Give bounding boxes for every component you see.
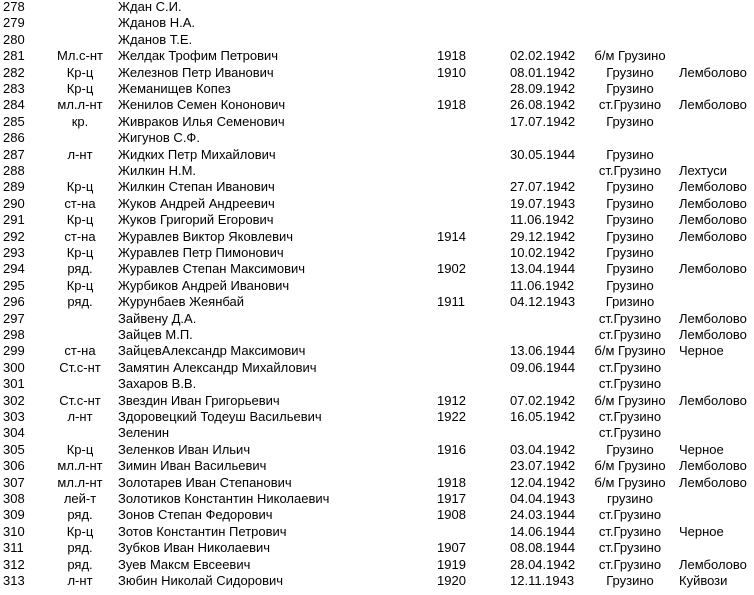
table-row <box>0 196 754 212</box>
record-place: ст.Грузино <box>598 507 662 523</box>
record-place: Грузино <box>606 113 654 129</box>
table-row <box>0 163 754 179</box>
record-death-date: 12.04.1942 <box>510 474 576 490</box>
record-birth-year: 1907 <box>437 540 466 556</box>
record-rank: мл.л-нт <box>57 474 103 490</box>
record-death-date: 30.05.1944 <box>510 146 576 162</box>
table-row <box>0 97 754 113</box>
record-name: Зотов Константин Петрович <box>118 523 287 539</box>
record-rank: л-нт <box>67 146 93 162</box>
record-number: 298 <box>3 327 25 342</box>
record-burial: Лемболово <box>679 392 747 408</box>
record-rank: ряд. <box>67 556 93 572</box>
record-burial: Лемболово <box>679 556 747 572</box>
record-rank: Кр-ц <box>66 81 94 96</box>
record-number: 307 <box>3 474 25 490</box>
table-row <box>0 491 754 507</box>
record-birth-year: 1914 <box>437 228 466 244</box>
record-death-date: 12.11.1943 <box>510 573 575 588</box>
record-burial: Куйвози <box>679 573 728 588</box>
record-place: ст.Грузино <box>598 376 662 392</box>
record-name: ЗайцевАлександр Максимович <box>118 343 306 359</box>
record-name: Жигунов С.Ф. <box>118 130 200 146</box>
record-death-date: 28.04.1942 <box>510 556 576 572</box>
record-rank: Кр-ц <box>66 523 94 539</box>
record-place: ст.Грузино <box>598 310 662 326</box>
record-death-date: 13.06.1944 <box>510 343 576 359</box>
record-rank: кр. <box>71 113 89 129</box>
record-number: 285 <box>3 113 25 129</box>
record-number: 310 <box>3 523 25 539</box>
table-row <box>0 261 754 277</box>
record-place: Грузино <box>606 179 654 195</box>
table-row <box>0 245 754 261</box>
record-birth-year: 1908 <box>437 507 466 523</box>
record-birth-year: 1920 <box>437 573 466 588</box>
record-death-date: 24.03.1944 <box>510 507 576 523</box>
record-name: Желдак Трофим Петрович <box>118 48 279 64</box>
table-row <box>0 65 754 81</box>
record-place: ст.Грузино <box>598 163 662 178</box>
record-number: 280 <box>3 31 25 47</box>
record-name: Журавлев Степан Максимович <box>118 261 306 277</box>
record-name: Женилов Семен Кононович <box>118 97 286 113</box>
record-number: 294 <box>3 261 25 277</box>
record-name: Здоровецкий Тодеуш Васильевич <box>118 409 322 424</box>
record-death-date: 23.07.1942 <box>510 458 576 474</box>
record-rank: Ст.с-нт <box>59 359 101 375</box>
record-birth-year: 1918 <box>437 48 466 64</box>
record-death-date: 09.06.1944 <box>510 359 576 375</box>
record-name: Зимин Иван Васильевич <box>118 458 267 474</box>
record-number: 312 <box>3 556 25 572</box>
table-row <box>0 32 754 48</box>
record-number: 313 <box>3 573 25 588</box>
record-death-date: 29.12.1942 <box>510 228 576 244</box>
table-row <box>0 294 754 310</box>
record-death-date: 17.07.1942 <box>510 113 576 129</box>
record-rank: Кр-ц <box>66 441 94 457</box>
record-number: 309 <box>3 507 25 523</box>
record-burial: Лемболово <box>679 97 747 113</box>
table-row <box>0 278 754 294</box>
record-place: Грузино <box>606 573 654 588</box>
record-rank: л-нт <box>67 573 93 588</box>
record-number: 306 <box>3 458 25 474</box>
record-number: 288 <box>3 163 25 178</box>
record-place: ст.Грузино <box>598 540 662 556</box>
record-burial: Лемболово <box>679 310 747 326</box>
record-number: 302 <box>3 392 25 408</box>
table-row <box>0 48 754 64</box>
table-row <box>0 229 754 245</box>
record-death-date: 11.06.1942 <box>510 212 575 228</box>
record-place: б/м Грузино <box>594 474 666 490</box>
table-row <box>0 130 754 146</box>
table-row <box>0 376 754 392</box>
record-place: ст.Грузино <box>598 523 662 539</box>
record-birth-year: 1917 <box>437 491 466 506</box>
record-birth-year: 1902 <box>437 261 466 277</box>
record-rank: ряд. <box>67 294 93 310</box>
record-place: ст.Грузино <box>598 327 662 342</box>
record-number: 300 <box>3 359 25 375</box>
record-number: 283 <box>3 81 25 96</box>
record-burial: Черное <box>679 343 724 359</box>
record-place: Грузино <box>606 228 654 244</box>
record-rank: Мл.с-нт <box>57 48 103 64</box>
table-row <box>0 409 754 425</box>
record-name: Живраков Илья Семенович <box>118 113 285 129</box>
table-row <box>0 475 754 491</box>
record-death-date: 04.04.1943 <box>510 491 576 506</box>
record-rank: Ст.с-нт <box>59 392 101 408</box>
record-place: б/м Грузино <box>594 392 666 408</box>
record-name: Жилкин Н.М. <box>118 163 197 178</box>
record-burial: Черное <box>679 523 724 539</box>
record-death-date: 26.08.1942 <box>510 97 576 113</box>
record-name: Жданов Н.А. <box>118 15 196 31</box>
record-name: Замятин Александр Михайлович <box>118 359 317 375</box>
table-row <box>0 179 754 195</box>
record-number: 281 <box>3 48 25 64</box>
record-number: 308 <box>3 491 25 506</box>
record-rank: ряд. <box>67 261 93 277</box>
record-place: Грузино <box>606 81 654 96</box>
record-rank: ряд. <box>67 507 93 523</box>
record-number: 287 <box>3 146 25 162</box>
record-name: Зубков Иван Николаевич <box>118 540 271 556</box>
record-rank: лей-т <box>63 491 97 506</box>
table-row <box>0 15 754 31</box>
record-name: Журавлев Петр Пимонович <box>118 245 284 260</box>
record-name: Зеленков Иван Ильич <box>118 441 251 457</box>
record-place: б/м Грузино <box>594 458 666 474</box>
record-name: Жуков Андрей Андреевич <box>118 195 275 211</box>
record-name: Журбиков Андрей Иванович <box>118 277 290 293</box>
record-number: 278 <box>3 0 25 14</box>
record-name: Золотарев Иван Степанович <box>118 474 292 490</box>
record-burial: Лемболово <box>679 261 747 277</box>
record-place: ст.Грузино <box>598 556 662 572</box>
record-rank: ст-на <box>64 195 96 211</box>
record-burial: Лемболово <box>679 179 747 195</box>
record-place: Грузино <box>606 245 654 260</box>
record-place: ст.Грузино <box>598 97 662 113</box>
record-rank: мл.л-нт <box>57 458 103 474</box>
record-birth-year: 1916 <box>437 441 466 457</box>
record-name: Жданов Т.Е. <box>118 31 193 47</box>
record-number: 282 <box>3 64 25 80</box>
record-number: 293 <box>3 245 25 260</box>
record-burial: Лемболово <box>679 195 747 211</box>
record-place: Грузино <box>606 212 654 228</box>
table-row <box>0 573 754 589</box>
record-rank: Кр-ц <box>66 64 94 80</box>
record-name: Зеленин <box>118 425 170 441</box>
record-number: 284 <box>3 97 25 113</box>
table-row <box>0 114 754 130</box>
record-name: Журунбаев Жеянбай <box>118 294 245 310</box>
record-name: Зуев Максм Евсеевич <box>118 556 251 572</box>
record-death-date: 08.08.1944 <box>510 540 576 556</box>
record-death-date: 04.12.1943 <box>510 294 576 310</box>
table-row <box>0 393 754 409</box>
record-burial: Черное <box>679 441 724 457</box>
record-death-date: 07.02.1942 <box>510 392 576 408</box>
record-rank: ст-на <box>64 228 96 244</box>
table-row <box>0 81 754 97</box>
record-place: ст.Грузино <box>598 409 662 424</box>
record-burial: Лемболово <box>679 327 747 342</box>
record-number: 299 <box>3 343 25 359</box>
record-name: Ждан С.И. <box>118 0 182 14</box>
table-row <box>0 524 754 540</box>
table-row <box>0 311 754 327</box>
record-number: 304 <box>3 425 25 441</box>
table-row <box>0 442 754 458</box>
record-rank: Кр-ц <box>66 212 94 228</box>
record-place: Грузино <box>606 277 654 293</box>
table-row <box>0 425 754 441</box>
record-name: Зюбин Николай Сидорович <box>118 573 284 588</box>
table-row <box>0 557 754 573</box>
record-name: Железнов Петр Иванович <box>118 64 274 80</box>
record-number: 290 <box>3 195 25 211</box>
table-row <box>0 147 754 163</box>
record-death-date: 28.09.1942 <box>510 81 576 96</box>
record-name: Журавлев Виктор Яковлевич <box>118 228 294 244</box>
record-place: ст.Грузино <box>598 359 662 375</box>
record-rank: Кр-ц <box>66 277 94 293</box>
record-place: Гризино <box>605 294 655 310</box>
record-birth-year: 1919 <box>437 556 466 572</box>
table-row <box>0 0 754 15</box>
record-name: Зонов Степан Федорович <box>118 507 273 523</box>
record-rank: л-нт <box>67 409 93 424</box>
record-place: Грузино <box>606 441 654 457</box>
record-name: Зайвену Д.А. <box>118 310 197 326</box>
record-burial: Лехтуси <box>679 163 728 178</box>
record-place: б/м Грузино <box>594 343 666 359</box>
record-death-date: 16.05.1942 <box>510 409 576 424</box>
record-death-date: 13.04.1944 <box>510 261 576 277</box>
record-name: Золотиков Константин Николаевич <box>118 491 330 506</box>
record-burial: Лемболово <box>679 458 747 474</box>
record-death-date: 19.07.1943 <box>510 195 576 211</box>
record-number: 305 <box>3 441 25 457</box>
record-death-date: 08.01.1942 <box>510 64 576 80</box>
record-number: 279 <box>3 15 25 31</box>
record-name: Захаров В.В. <box>118 376 197 392</box>
record-number: 301 <box>3 376 25 392</box>
table-row <box>0 360 754 376</box>
record-place: Грузино <box>606 146 654 162</box>
record-death-date: 11.06.1942 <box>510 277 575 293</box>
record-name: Звездин Иван Григорьевич <box>118 392 280 408</box>
record-rank: Кр-ц <box>66 179 94 195</box>
table-row <box>0 540 754 556</box>
record-death-date: 14.06.1944 <box>510 523 576 539</box>
record-place: Грузино <box>606 261 654 277</box>
record-name: Жуков Григорий Егорович <box>118 212 274 228</box>
record-rank: ст-на <box>64 343 96 359</box>
record-number: 289 <box>3 179 25 195</box>
record-name: Жеманищев Копез <box>118 81 231 96</box>
record-number: 291 <box>3 212 25 228</box>
record-birth-year: 1918 <box>437 474 466 490</box>
record-death-date: 03.04.1942 <box>510 441 576 457</box>
record-death-date: 27.07.1942 <box>510 179 576 195</box>
record-rank: Кр-ц <box>66 245 94 260</box>
record-birth-year: 1910 <box>437 64 466 80</box>
record-burial: Лемболово <box>679 64 747 80</box>
record-place: ст.Грузино <box>598 425 662 441</box>
record-place: Грузино <box>606 64 654 80</box>
record-number: 296 <box>3 294 25 310</box>
table-row <box>0 327 754 343</box>
record-number: 311 <box>3 540 24 556</box>
record-place: б/м Грузино <box>594 48 666 64</box>
table-row <box>0 458 754 474</box>
record-burial: Лемболово <box>679 228 747 244</box>
record-birth-year: 1911 <box>437 294 465 310</box>
record-rank: мл.л-нт <box>57 97 103 113</box>
record-name: Зайцев М.П. <box>118 327 193 342</box>
record-number: 292 <box>3 228 25 244</box>
record-death-date: 10.02.1942 <box>510 245 576 260</box>
table-row <box>0 507 754 523</box>
record-birth-year: 1912 <box>437 392 466 408</box>
record-number: 303 <box>3 409 25 424</box>
record-rank: ряд. <box>67 540 93 556</box>
table-row <box>0 212 754 228</box>
record-death-date: 02.02.1942 <box>510 48 576 64</box>
record-birth-year: 1922 <box>437 409 466 424</box>
record-burial: Лемболово <box>679 474 747 490</box>
table-row <box>0 343 754 359</box>
record-number: 295 <box>3 277 25 293</box>
record-name: Жидких Петр Михайлович <box>118 146 276 162</box>
record-place: Грузино <box>606 195 654 211</box>
record-number: 286 <box>3 130 25 146</box>
record-name: Жилкин Степан Иванович <box>118 179 275 195</box>
record-place: грузино <box>607 491 653 506</box>
record-number: 297 <box>3 310 25 326</box>
record-birth-year: 1918 <box>437 97 466 113</box>
record-burial: Лемболово <box>679 212 747 228</box>
